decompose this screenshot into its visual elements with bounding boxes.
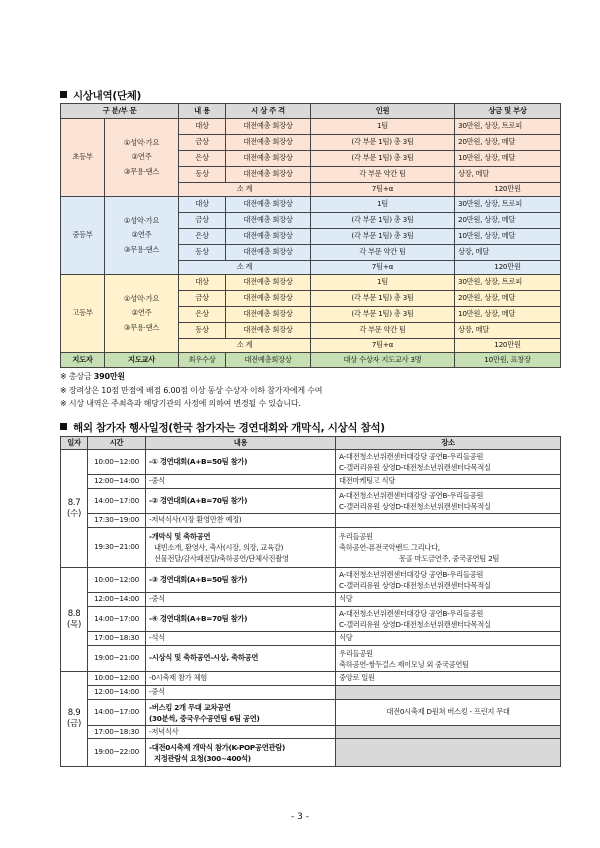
award-prize: 20만원, 상장, 메달 bbox=[455, 291, 561, 307]
place-cell bbox=[336, 528, 561, 568]
date-label: 8.9 bbox=[67, 708, 81, 718]
award-level: 은상 bbox=[179, 229, 226, 245]
note-total bbox=[60, 370, 322, 384]
schedule-row bbox=[61, 686, 561, 700]
content-cell: -중식 bbox=[146, 593, 336, 607]
category-label: ③무용·댄스 bbox=[123, 166, 160, 176]
schedule-row bbox=[61, 568, 561, 593]
award-count: (각 부문 1팀) 총 3팀 bbox=[311, 291, 455, 307]
time-cell: 12:00~14:00 bbox=[88, 593, 146, 607]
time-cell: 17:30~19:00 bbox=[88, 514, 146, 528]
award-prize: 상장, 메달 bbox=[455, 167, 561, 183]
category-label: ①성악·가요 bbox=[123, 137, 160, 147]
award-type: 대전예총 회장상 bbox=[226, 119, 311, 135]
category-label: ③무용·댄스 bbox=[123, 322, 160, 332]
header-count: 인원 bbox=[311, 104, 455, 119]
content-line: 내빈소개, 환영사, 축사(시장, 의장, 교육감) bbox=[154, 543, 284, 552]
award-count: (각 부문 1팀) 총 3팀 bbox=[311, 151, 455, 167]
place-cell bbox=[336, 646, 561, 672]
award-count: (각 부문 1팀) 총 3팀 bbox=[311, 229, 455, 245]
content-cell: -중식 bbox=[146, 686, 336, 700]
award-type: 대전예총 회장상 bbox=[226, 213, 311, 229]
category-label: ②연주 bbox=[131, 152, 152, 162]
award-count: 1팀 bbox=[311, 197, 455, 213]
award-prize: 10만원, 상장, 메달 bbox=[455, 307, 561, 323]
award-count: 1팀 bbox=[311, 275, 455, 291]
place-line: C-갤러리유원 상영D-대전청소년위캔센터다목적실 bbox=[339, 581, 491, 590]
subtotal-amount: 120만원 bbox=[455, 261, 561, 275]
content-cell: -② 경연대회(A+B=70팀 참가) bbox=[146, 489, 336, 514]
schedule-row bbox=[61, 646, 561, 672]
schedule-row bbox=[61, 607, 561, 632]
content-cell: -저녁식사(시장 환영만찬 예정) bbox=[146, 514, 336, 528]
place-cell: 대전마케팅고 식당 bbox=[336, 475, 561, 489]
schedule-row bbox=[61, 514, 561, 528]
place-cell: 대전0시축제 D원쳐 버스킹 - 프린지 무대 bbox=[336, 700, 561, 726]
award-type: 대전예총 회장상 bbox=[226, 197, 311, 213]
place-line: 몽골 마도금연주, 중국공연팀 2팀 bbox=[399, 554, 500, 563]
time-cell: 10:00~12:00 bbox=[88, 450, 146, 475]
award-count: 각 부문 약간 팀 bbox=[311, 245, 455, 261]
award-prize: 30만원, 상장, 트로피 bbox=[455, 197, 561, 213]
category-label: ③무용·댄스 bbox=[123, 244, 160, 254]
place-line: A-대전청소년위캔센터대강당 공연B-우리들공원 bbox=[339, 570, 484, 579]
header-content: 내 용 bbox=[179, 104, 226, 119]
note-total-amount: 390만원 bbox=[93, 372, 125, 381]
square-bullet-icon bbox=[60, 423, 67, 430]
schedule-row bbox=[61, 489, 561, 514]
time-cell: 12:00~14:00 bbox=[88, 686, 146, 700]
header-place: 장소 bbox=[336, 437, 561, 450]
category-label: ①성악·가요 bbox=[123, 215, 160, 225]
schedule-row bbox=[61, 739, 561, 767]
time-cell: 17:00~18:30 bbox=[88, 632, 146, 646]
place-line: C-갤러리유원 상영D-대전청소년위캔센터다목적실 bbox=[339, 463, 491, 472]
category-cell bbox=[105, 119, 179, 197]
content-cell bbox=[146, 739, 336, 767]
schedule-row bbox=[61, 528, 561, 568]
subtotal-label: 소 계 bbox=[179, 261, 311, 275]
content-cell: -0시축제 참가 체험 bbox=[146, 672, 336, 686]
content-line: -개막식 및 축하공연 bbox=[149, 532, 211, 541]
awards-header-row bbox=[61, 104, 561, 119]
award-level: 은상 bbox=[179, 307, 226, 323]
content-cell: -석식 bbox=[146, 632, 336, 646]
place-cell bbox=[336, 568, 561, 593]
time-cell: 10:00~12:00 bbox=[88, 672, 146, 686]
notes-block bbox=[60, 370, 322, 411]
date-label: 8.8 bbox=[67, 608, 81, 619]
award-level: 은상 bbox=[179, 151, 226, 167]
award-prize: 10만원, 상장, 메달 bbox=[455, 151, 561, 167]
award-prize: 30만원, 상장, 트로피 bbox=[455, 275, 561, 291]
place-cell: 식당 bbox=[336, 593, 561, 607]
time-cell: 19:00~22:00 bbox=[88, 739, 146, 767]
place-cell: 중앙로 일원 bbox=[336, 672, 561, 686]
header-date: 일자 bbox=[61, 437, 88, 450]
place-cell bbox=[336, 726, 561, 739]
note-total-prefix: ※ 총상금 bbox=[60, 372, 94, 381]
award-type: 대전예총 회장상 bbox=[226, 229, 311, 245]
note-encouragement: ※ 장려상은 10점 만점에 배점 6.00점 이상 동상 수상자 이하 참가자에게 수여 bbox=[60, 385, 323, 395]
category-label: ①성악·가요 bbox=[123, 293, 160, 303]
place-cell bbox=[336, 607, 561, 632]
award-prize: 상장, 메달 bbox=[455, 323, 561, 339]
division-cell: 고등부 bbox=[61, 275, 105, 353]
content-line: (30분씩, 중국우수공연팀 6팀 공연) bbox=[149, 713, 260, 723]
subtotal-count: 7팀+α bbox=[311, 261, 455, 275]
content-line: 지정관람석 요청(300~400석) bbox=[154, 753, 251, 763]
subtotal-count: 7팀+α bbox=[311, 183, 455, 197]
schedule-row bbox=[61, 726, 561, 739]
award-prize: 30만원, 상장, 트로피 bbox=[455, 119, 561, 135]
award-type: 대전예총 회장상 bbox=[226, 167, 311, 183]
award-level: 동상 bbox=[179, 167, 226, 183]
place-line: 우리들공원 bbox=[339, 648, 373, 658]
place-cell bbox=[336, 489, 561, 514]
place-line: 축하공연-퓨전국악밴드 그리나다, bbox=[339, 543, 440, 552]
header-category: 구 분/부 문 bbox=[61, 104, 179, 119]
place-line: A-대전청소년위캔센터대강당 공연B-우리들공원 bbox=[339, 491, 484, 500]
place-cell: 식당 bbox=[336, 632, 561, 646]
schedule-table bbox=[60, 436, 561, 767]
award-count: 각 부문 약간 팀 bbox=[311, 323, 455, 339]
place-line: A-대전청소년위캔센터대강당 공연B-우리들공원 bbox=[339, 609, 484, 618]
teacher-division: 지도자 bbox=[61, 353, 105, 368]
header-prize: 상금 및 부상 bbox=[455, 104, 561, 119]
award-level: 동상 bbox=[179, 323, 226, 339]
time-cell: 12:00~14:00 bbox=[88, 475, 146, 489]
date-label: 8.7 bbox=[67, 497, 81, 508]
award-type: 대전예총 회장상 bbox=[226, 245, 311, 261]
place-cell bbox=[336, 450, 561, 475]
award-type: 대전예총 회장상 bbox=[226, 291, 311, 307]
teacher-award-level: 최우수상 bbox=[179, 353, 226, 368]
date-cell bbox=[61, 450, 88, 568]
teacher-count: 대상 수상자 지도교사 3명 bbox=[311, 353, 455, 368]
place-line: 축하공연-쌍두걸스 제이모닝 외 중국공연팀 bbox=[339, 659, 469, 669]
place-line: 우리들공원 bbox=[339, 532, 373, 541]
subtotal-label: 소 계 bbox=[179, 339, 311, 353]
time-cell: 10:00~12:00 bbox=[88, 568, 146, 593]
teacher-prize: 10만원, 표창장 bbox=[455, 353, 561, 368]
award-level: 동상 bbox=[179, 245, 226, 261]
award-type: 대전예총 회장상 bbox=[226, 307, 311, 323]
header-content: 내용 bbox=[146, 437, 336, 450]
category-label: ②연주 bbox=[131, 308, 152, 318]
table-row bbox=[61, 275, 561, 291]
schedule-row bbox=[61, 450, 561, 475]
time-cell: 17:00~18:30 bbox=[88, 726, 146, 739]
award-prize: 상장, 메달 bbox=[455, 245, 561, 261]
teacher-award-type: 대전예총회장상 bbox=[226, 353, 311, 368]
subtotal-count: 7팀+α bbox=[311, 339, 455, 353]
section-awards-title: 시상내역(단체) bbox=[73, 90, 142, 102]
award-count: 각 부문 약간 팀 bbox=[311, 167, 455, 183]
subtotal-amount: 120만원 bbox=[455, 183, 561, 197]
subtotal-label: 소 계 bbox=[179, 183, 311, 197]
section-awards-heading bbox=[60, 88, 141, 103]
section-schedule-title: 해외 참가자 행사일정(한국 참가자는 경연대회와 개막식, 시상식 참석) bbox=[73, 422, 385, 434]
section-schedule-heading bbox=[60, 420, 385, 435]
division-cell: 중등부 bbox=[61, 197, 105, 275]
award-type: 대전예총 회장상 bbox=[226, 323, 311, 339]
award-count: (각 부문 1팀) 총 3팀 bbox=[311, 135, 455, 151]
date-cell bbox=[61, 672, 88, 767]
content-cell bbox=[146, 528, 336, 568]
header-time: 시간 bbox=[88, 437, 146, 450]
category-cell bbox=[105, 197, 179, 275]
time-cell: 14:00~17:00 bbox=[88, 489, 146, 514]
place-cell bbox=[336, 739, 561, 767]
note-change: ※ 시상 내역은 주최측과 해당기관의 사정에 의하여 변경될 수 있습니다. bbox=[60, 399, 301, 408]
award-level: 대상 bbox=[179, 197, 226, 213]
place-cell bbox=[336, 686, 561, 700]
content-line: -버스킹 2개 무대 교차공연 bbox=[149, 702, 231, 712]
award-level: 금상 bbox=[179, 213, 226, 229]
time-cell: 19:30~21:00 bbox=[88, 528, 146, 568]
place-line: C-갤러리유원 상영D-대전청소년위캔센터다목적실 bbox=[339, 502, 491, 511]
award-count: (각 부문 1팀) 총 3팀 bbox=[311, 307, 455, 323]
awards-table bbox=[60, 103, 561, 368]
page-number: - 3 - bbox=[291, 812, 309, 822]
award-prize: 20만원, 상장, 메달 bbox=[455, 135, 561, 151]
category-cell bbox=[105, 275, 179, 353]
schedule-row bbox=[61, 593, 561, 607]
header-award-type: 시 상 주 격 bbox=[226, 104, 311, 119]
schedule-row bbox=[61, 672, 561, 686]
content-line: 선물전달/감사패전달/축하공연/단체사진촬영 bbox=[154, 554, 289, 563]
division-cell: 초등부 bbox=[61, 119, 105, 197]
award-type: 대전예총 회장상 bbox=[226, 275, 311, 291]
time-cell: 19:00~21:00 bbox=[88, 646, 146, 672]
award-level: 대상 bbox=[179, 275, 226, 291]
content-cell bbox=[146, 700, 336, 726]
schedule-row bbox=[61, 700, 561, 726]
square-bullet-icon bbox=[60, 91, 67, 98]
award-type: 대전예총 회장상 bbox=[226, 135, 311, 151]
award-count: (각 부문 1팀) 총 3팀 bbox=[311, 213, 455, 229]
category-label: ②연주 bbox=[131, 230, 152, 240]
weekday-label: (목) bbox=[67, 619, 81, 630]
teacher-category: 지도교사 bbox=[105, 353, 179, 368]
date-cell bbox=[61, 568, 88, 672]
place-line: A-대전청소년위캔센터대강당 공연B-우리들공원 bbox=[339, 452, 484, 461]
content-cell: -③ 경연대회(A+B=50팀 참가) bbox=[146, 568, 336, 593]
award-type: 대전예총 회장상 bbox=[226, 151, 311, 167]
place-cell bbox=[336, 514, 561, 528]
content-cell: -① 경연대회(A+B=50팀 참가) bbox=[146, 450, 336, 475]
place-line: C-갤러리유원 상영D-대전청소년위캔센터다목적실 bbox=[339, 620, 491, 629]
award-prize: 10만원, 상장, 메달 bbox=[455, 229, 561, 245]
table-row bbox=[61, 119, 561, 135]
schedule-header-row bbox=[61, 437, 561, 450]
award-level: 금상 bbox=[179, 135, 226, 151]
award-prize: 20만원, 상장, 메달 bbox=[455, 213, 561, 229]
content-line: -대전0시축제 개막식 참가(K-POP공연관람) bbox=[149, 742, 285, 752]
time-cell: 14:00~17:00 bbox=[88, 607, 146, 632]
award-level: 대상 bbox=[179, 119, 226, 135]
schedule-row bbox=[61, 632, 561, 646]
weekday-label: (금) bbox=[67, 719, 81, 729]
content-cell: -시상식 및 축하공연-시상, 축하공연 bbox=[146, 646, 336, 672]
schedule-row bbox=[61, 475, 561, 489]
award-count: 1팀 bbox=[311, 119, 455, 135]
content-cell: -저녁식사 bbox=[146, 726, 336, 739]
award-level: 금상 bbox=[179, 291, 226, 307]
content-cell: -④ 경연대회(A+B=70팀 참가) bbox=[146, 607, 336, 632]
teacher-row bbox=[61, 353, 561, 368]
weekday-label: (수) bbox=[67, 508, 81, 519]
content-cell: -중식 bbox=[146, 475, 336, 489]
subtotal-amount: 120만원 bbox=[455, 339, 561, 353]
time-cell: 14:00~17:00 bbox=[88, 700, 146, 726]
table-row bbox=[61, 197, 561, 213]
